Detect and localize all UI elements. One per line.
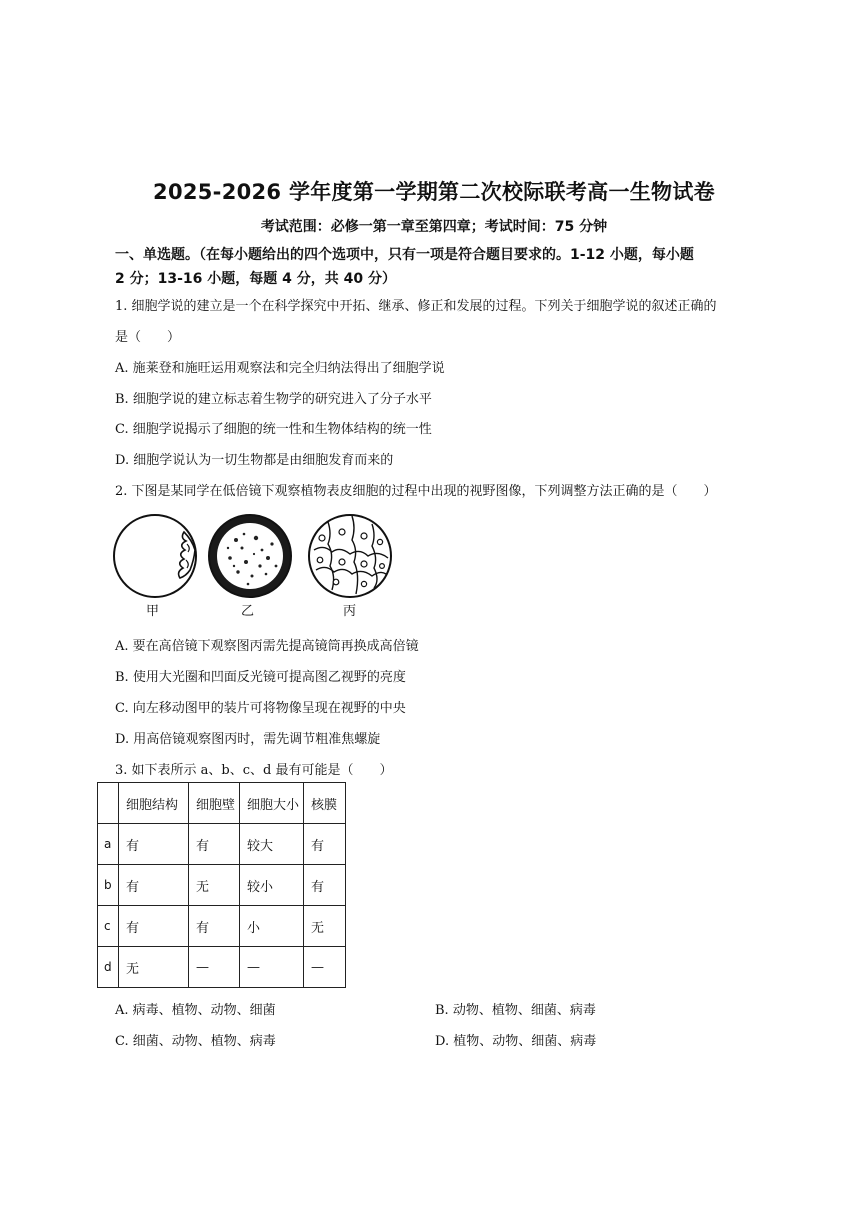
- figure-label-jia: 甲: [146, 604, 160, 619]
- table-cell: 有: [119, 865, 189, 906]
- row-label: b: [98, 865, 119, 906]
- q1-stem-line2: 是（ ）: [115, 330, 181, 345]
- q1-option-d: D. 细胞学说认为一切生物都是由细胞发育而来的: [115, 453, 394, 468]
- table-header-cell: 核膜: [304, 783, 346, 824]
- figure-label-bing: 丙: [343, 604, 357, 619]
- exam-subtitle: 考试范围：必修一第一章至第四章；考试时间：75 分钟: [260, 219, 608, 235]
- table-cell: 有: [119, 906, 189, 947]
- table-cell: 有: [119, 824, 189, 865]
- row-label: a: [98, 824, 119, 865]
- table-cell: 有: [304, 865, 346, 906]
- q1-stem-line1: 1. 细胞学说的建立是一个在科学探究中开拓、继承、修正和发展的过程。下列关于细胞学说的叙述正确的: [115, 299, 717, 314]
- q3-table: [97, 782, 346, 988]
- figure-label-yi: 乙: [241, 604, 255, 619]
- table-cell: 无: [304, 906, 346, 947]
- table-header-cell: 细胞结构: [119, 783, 189, 824]
- table-header-cell: 细胞大小: [240, 783, 304, 824]
- table-cell: 较大: [240, 824, 304, 865]
- table-cell: 小: [240, 906, 304, 947]
- table-cell: 有: [304, 824, 346, 865]
- field-yi: [209, 515, 291, 597]
- table-cell: 较小: [240, 865, 304, 906]
- table-cell: [98, 783, 119, 824]
- exam-title: 2025-2026 学年度第一学期第二次校际联考高一生物试卷: [153, 180, 715, 204]
- table-row: [98, 824, 346, 865]
- q3-option-c: C. 细菌、动物、植物、病毒: [115, 1034, 276, 1049]
- table-header-cell: 细胞壁: [189, 783, 240, 824]
- section-heading-line1: 一、单选题。（在每小题给出的四个选项中，只有一项是符合题目要求的。1-12 小题，每小题: [115, 247, 694, 263]
- q2-option-c: C. 向左移动图甲的装片可将物像呈现在视野的中央: [115, 701, 406, 716]
- q2-stem: 2. 下图是某同学在低倍镜下观察植物表皮细胞的过程中出现的视野图像，下列调整方法正确的是（ ）: [115, 484, 717, 499]
- table-cell: —: [240, 947, 304, 988]
- table-cell: 有: [189, 906, 240, 947]
- table-cell: 有: [189, 824, 240, 865]
- field-bing: [309, 515, 391, 597]
- q1-option-a: A. 施莱登和施旺运用观察法和完全归纳法得出了细胞学说: [115, 361, 445, 376]
- table-cell: —: [304, 947, 346, 988]
- field-jia: [114, 515, 196, 597]
- q1-option-b: B. 细胞学说的建立标志着生物学的研究进入了分子水平: [115, 392, 432, 407]
- table-row: [98, 906, 346, 947]
- table-header-row: [98, 783, 346, 824]
- table-row: [98, 865, 346, 906]
- q2-option-b: B. 使用大光圈和凹面反光镜可提高图乙视野的亮度: [115, 670, 406, 685]
- q2-option-a: A. 要在高倍镜下观察图丙需先提高镜筒再换成高倍镜: [115, 639, 419, 654]
- q1-option-c: C. 细胞学说揭示了细胞的统一性和生物体结构的统一性: [115, 422, 432, 437]
- table-row: [98, 947, 346, 988]
- table-cell: —: [189, 947, 240, 988]
- table-cell: 无: [189, 865, 240, 906]
- q3-option-a: A. 病毒、植物、动物、细菌: [115, 1003, 276, 1018]
- q2-option-d: D. 用高倍镜观察图丙时，需先调节粗准焦螺旋: [115, 732, 381, 747]
- q3-option-b: B. 动物、植物、细菌、病毒: [435, 1003, 596, 1018]
- section-heading-line2: 2 分；13-16 小题，每题 4 分，共 40 分）: [115, 271, 396, 287]
- q3-stem: 3. 如下表所示 a、b、c、d 最有可能是（ ）: [115, 763, 393, 778]
- row-label: d: [98, 947, 119, 988]
- table-cell: 无: [119, 947, 189, 988]
- row-label: c: [98, 906, 119, 947]
- q3-option-d: D. 植物、动物、细菌、病毒: [435, 1034, 597, 1049]
